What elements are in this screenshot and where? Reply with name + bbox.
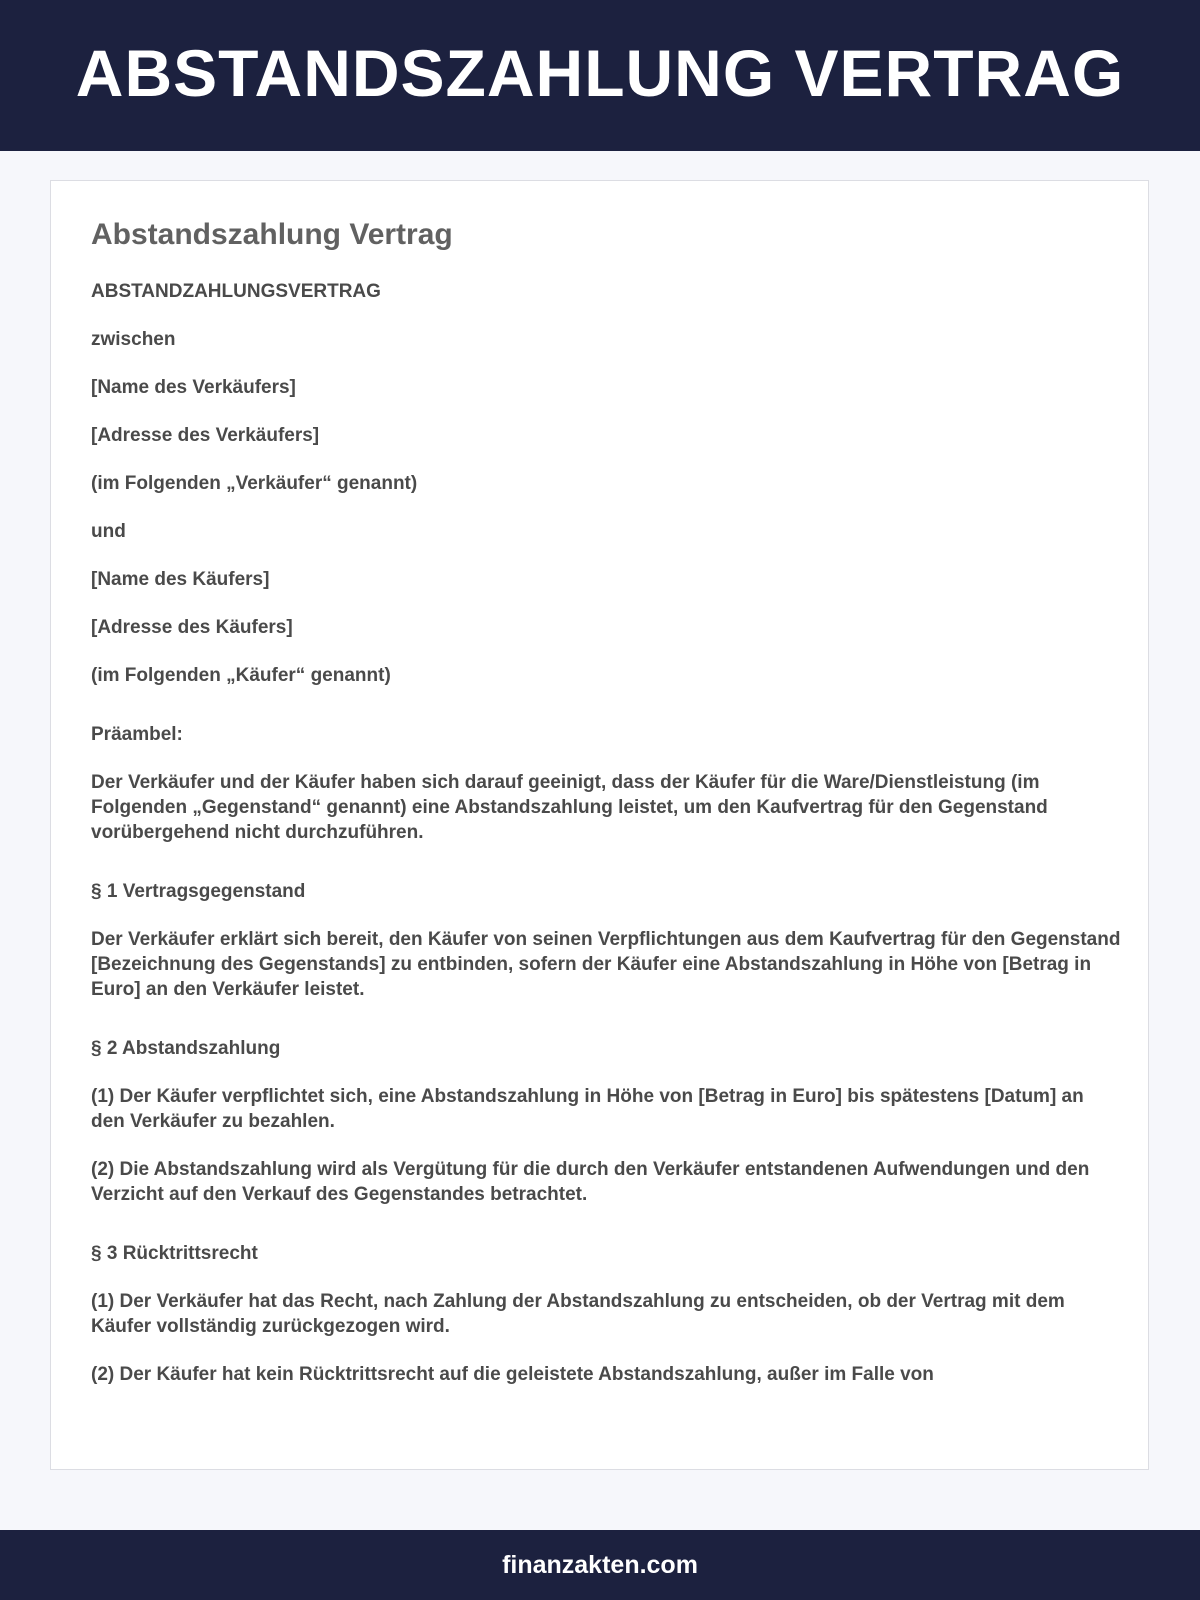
between-text: zwischen <box>91 329 176 350</box>
preamble-heading: Präambel: <box>91 724 183 745</box>
and-text: und <box>91 521 126 542</box>
buyer-name: [Name des Käufers] <box>91 569 270 590</box>
document-title: Abstandszahlung Vertrag <box>91 218 453 251</box>
buyer-alias: (im Folgenden „Käufer“ genannt) <box>91 665 391 686</box>
seller-alias: (im Folgenden „Verkäufer“ genannt) <box>91 473 418 494</box>
footer-site-name: finanzakten.com <box>502 1550 698 1579</box>
contract-heading: ABSTANDZAHLUNGSVERTRAG <box>91 281 381 302</box>
section-2-paragraph-1: (1) Der Käufer verpflichtet sich, eine Abstandszahlung in Höhe von [Betrag in Euro] bis spätestens [Datum] an den Verkäufer zu bezahlen. <box>91 1086 1084 1132</box>
buyer-address: [Adresse des Käufers] <box>91 617 293 638</box>
page-title: ABSTANDSZAHLUNG VERTRAG <box>75 35 1125 110</box>
seller-name: [Name des Verkäufers] <box>91 377 296 398</box>
document-content <box>91 215 1121 1410</box>
document-card <box>50 180 1149 1470</box>
section-3-heading: § 3 Rücktrittsrecht <box>91 1243 258 1264</box>
preamble-text: Der Verkäufer und der Käufer haben sich darauf geeinigt, dass der Käufer für die Ware/Dienstleistung (im Folgenden „Gegenstand“ genannt) eine Abstandszahlung leistet, um den Kaufvertrag für den Gegenstand vorübergehend nicht durchzuführen. <box>91 772 1048 843</box>
section-1-heading: § 1 Vertragsgegenstand <box>91 881 306 902</box>
section-2-paragraph-2: (2) Die Abstandszahlung wird als Vergütung für die durch den Verkäufer entstandenen Aufwendungen und den Verzicht auf den Verkauf des Gegenstandes betrachtet. <box>91 1159 1090 1205</box>
section-3-paragraph-2: (2) Der Käufer hat kein Rücktrittsrecht auf die geleistete Abstandszahlung, außer im Falle von <box>91 1364 934 1385</box>
section-1-text: Der Verkäufer erklärt sich bereit, den Käufer von seinen Verpflichtungen aus dem Kaufvertrag für den Gegenstand [Bezeichnung des Gegenstands] zu entbinden, sofern der Käufer eine Abstandszahlung in Höhe von [Betrag in Euro] an den Verkäufer leistet. <box>91 929 1121 1000</box>
header-banner <box>0 0 1200 151</box>
seller-address: [Adresse des Verkäufers] <box>91 425 320 446</box>
section-3-paragraph-1: (1) Der Verkäufer hat das Recht, nach Zahlung der Abstandszahlung zu entscheiden, ob der Vertrag mit dem Käufer vollständig zurückgezogen wird. <box>91 1291 1065 1337</box>
section-2-heading: § 2 Abstandszahlung <box>91 1038 281 1059</box>
footer-banner <box>0 1530 1200 1600</box>
